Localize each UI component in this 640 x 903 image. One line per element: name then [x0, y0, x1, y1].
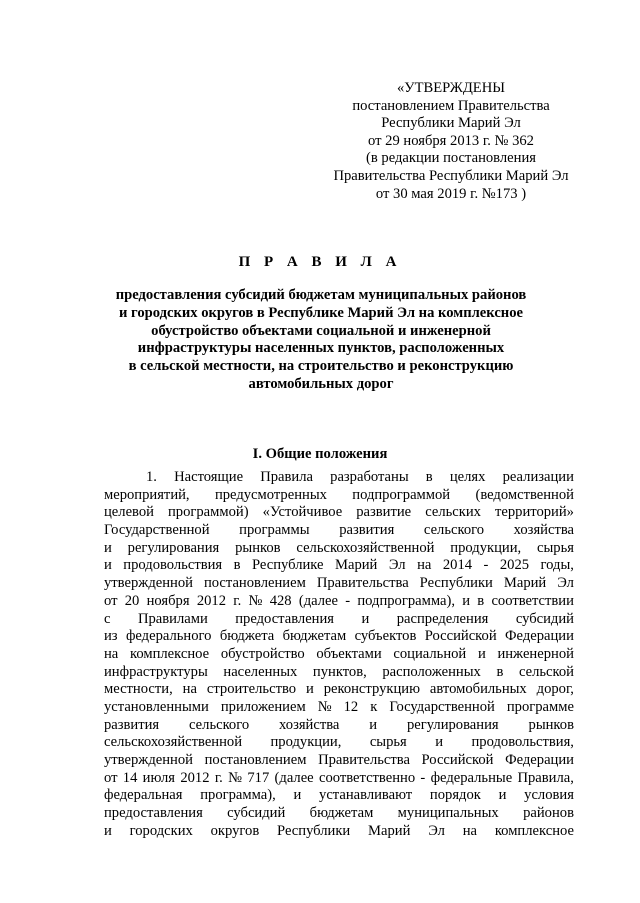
approval-line: (в редакции постановления [366, 150, 536, 167]
paragraph-line: установленными приложением № 12 к Государственной программе [104, 698, 574, 715]
paragraph-line: утвержденной постановлением Правительства Республики Марий Эл [104, 575, 574, 592]
document-subtitle [96, 287, 546, 394]
paragraph-line: на комплексное обустройство объектами социальной и инженерной [104, 645, 574, 662]
approval-line: Республики Марий Эл [381, 115, 521, 132]
paragraph-line: местности, на строительство и реконструкцию автомобильных дорог, [104, 681, 574, 698]
paragraph-line: от 20 ноября 2012 г. № 428 (далее - подпрограмма), и в соответствии [104, 592, 574, 609]
subtitle-line: обустройство объектами социальной и инженерной [151, 322, 491, 339]
approval-line: от 29 ноября 2013 г. № 362 [368, 132, 534, 149]
paragraph-line: и регулирования рынков сельскохозяйственной продукции, сырья [104, 539, 574, 556]
paragraph-line: инфраструктуры населенных пунктов, расположенных в сельской [104, 663, 574, 680]
paragraph-line: федеральная программа), и устанавливают порядок и условия [104, 787, 574, 804]
paragraph-line: развития сельского хозяйства и регулирования рынков [104, 716, 574, 733]
paragraph-line: Государственной программы развития сельского хозяйства [104, 522, 574, 539]
paragraph-line: мероприятий, предусмотренных подпрограммой (ведомственной [104, 486, 574, 503]
approval-line: от 30 мая 2019 г. №173 ) [375, 185, 527, 202]
paragraph-line: целевой программой) «Устойчивое развитие сельских территорий» [104, 504, 574, 521]
subtitle-line: предоставления субсидий бюджетам муниципальных районов [115, 287, 527, 303]
paragraph-line: от 14 июля 2012 г. № 717 (далее соответственно - федеральные Правила, [104, 769, 574, 786]
paragraph-line: утвержденной постановлением Правительства Российской Федерации [104, 752, 574, 768]
paragraph-line: и продовольствия в Республике Марий Эл на 2014 - 2025 годы, [104, 557, 574, 574]
subtitle-line: и городских округов в Республике Марий Эл на комплексное [119, 304, 523, 321]
paragraph-1 [104, 469, 574, 840]
subtitle-line: автомобильных дорог [248, 375, 394, 392]
paragraph-line: предоставления субсидий бюджетам муниципальных районов [104, 805, 574, 822]
paragraph-line: и городских округов Республики Марий Эл на комплексное [104, 822, 574, 839]
subtitle-line: в сельской местности, на строительство и реконструкцию [128, 358, 514, 375]
subtitle-line: инфраструктуры населенных пунктов, расположенных [137, 340, 505, 357]
approval-line: Правительства Республики Марий Эл [333, 167, 569, 184]
approval-block [320, 80, 582, 203]
section-heading: I. Общие положения [252, 446, 388, 462]
paragraph-line: с Правилами предоставления и распределения субсидий [104, 610, 574, 627]
paragraph-line: 1. Настоящие Правила разработаны в целях реализации [146, 469, 574, 485]
paragraph-line: сельскохозяйственной продукции, сырья и продовольствия, [104, 734, 574, 751]
approval-line: постановлением Правительства [352, 97, 550, 114]
document-title: П Р А В И Л А [238, 254, 402, 270]
approval-line: «УТВЕРЖДЕНЫ [396, 80, 505, 96]
paragraph-line: из федерального бюджета бюджетам субъектов Российской Федерации [104, 628, 574, 645]
